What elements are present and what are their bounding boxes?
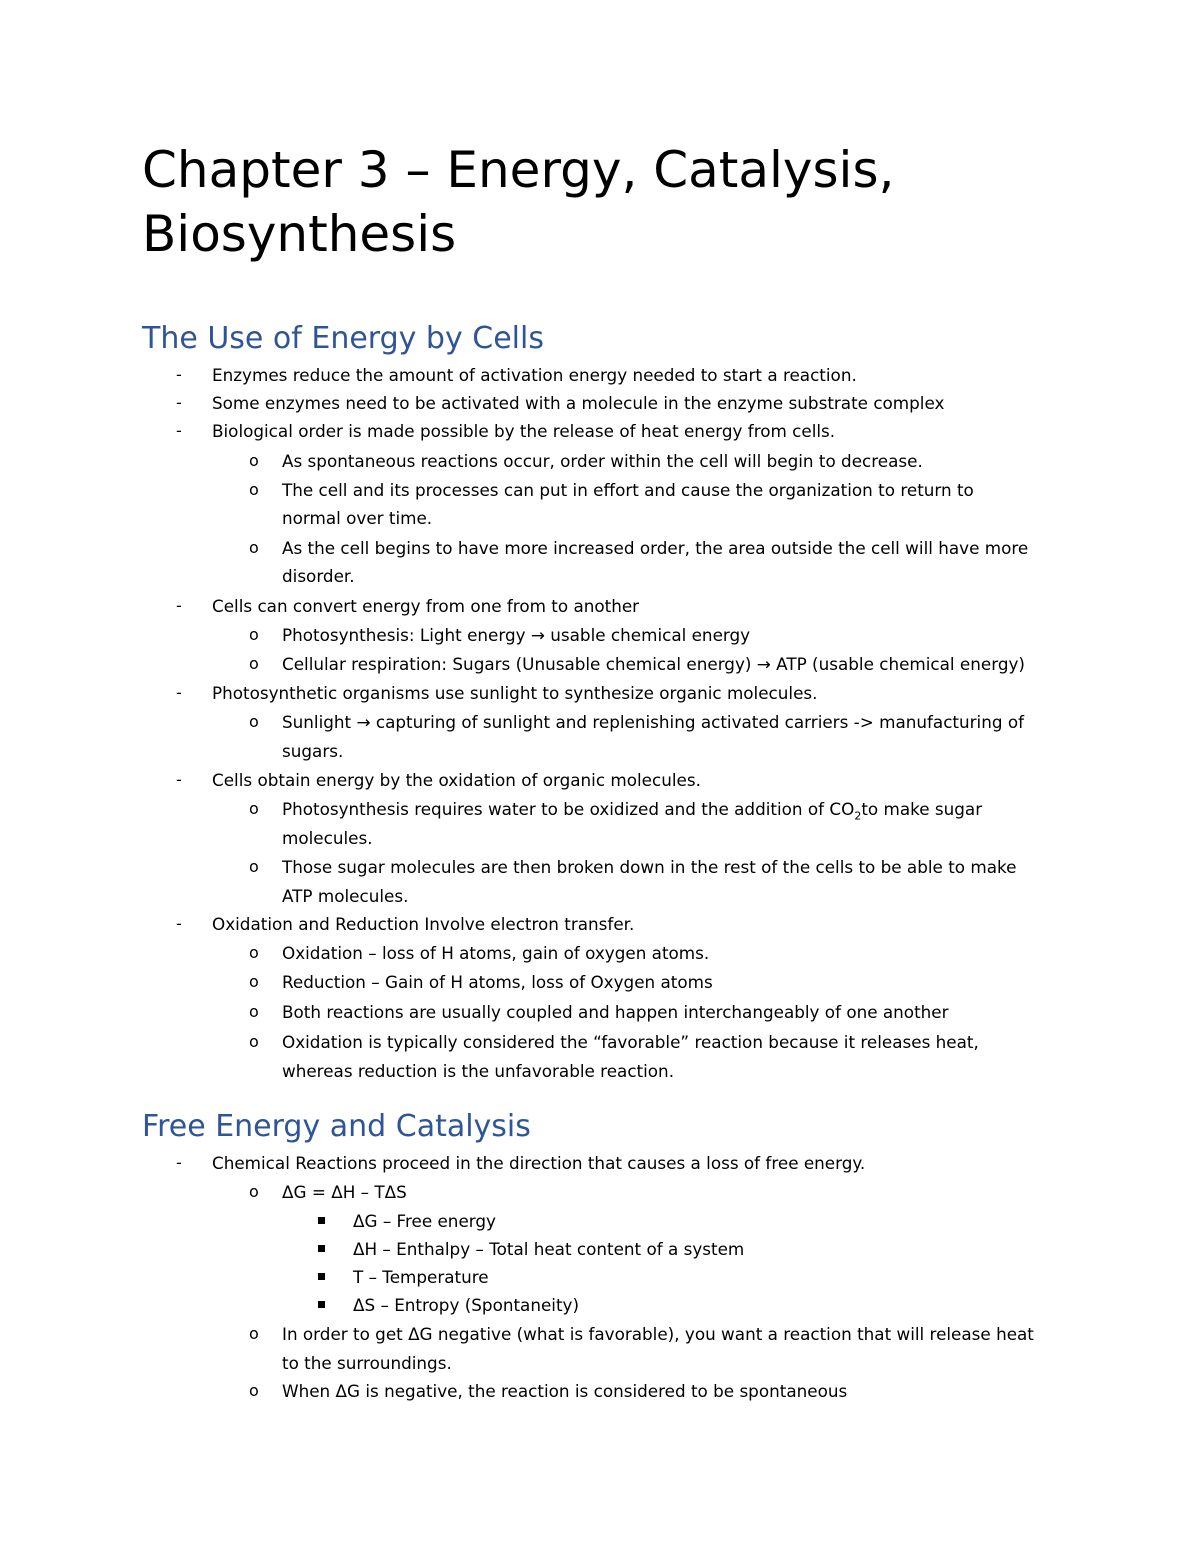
dash-bullet: - (176, 365, 182, 384)
circle-bullet: o (249, 1381, 259, 1400)
section-heading-energy-use: The Use of Energy by Cells (142, 321, 544, 356)
square-bullet (318, 1301, 325, 1308)
list-item: Chemical Reactions proceed in the direction that causes a loss of free energy. (212, 1153, 866, 1173)
list-item: Photosynthesis: Light energy → usable chemical energy (282, 625, 751, 645)
dash-bullet: - (176, 770, 182, 789)
dash-bullet: - (176, 1153, 182, 1172)
list-item: Some enzymes need to be activated with a molecule in the enzyme substrate complex (212, 393, 945, 413)
list-item: ΔS – Entropy (Spontaneity) (353, 1295, 580, 1315)
list-item: ΔG – Free energy (353, 1211, 496, 1231)
dash-bullet: - (176, 596, 182, 615)
circle-bullet: o (249, 451, 259, 470)
list-item: T – Temperature (353, 1267, 489, 1287)
list-item: In order to get ΔG negative (what is favorable), you want a reaction that will release heat (282, 1324, 1034, 1344)
list-item-continuation: normal over time. (282, 508, 433, 528)
section-heading-free-energy: Free Energy and Catalysis (142, 1109, 531, 1144)
circle-bullet: o (249, 1182, 259, 1201)
subscript-2: 2 (854, 809, 862, 823)
list-item-continuation: whereas reduction is the unfavorable reaction. (282, 1061, 675, 1081)
chapter-title: Chapter 3 – Energy, Catalysis, Biosynthesis (142, 141, 895, 263)
circle-bullet: o (249, 625, 259, 644)
list-item: Enzymes reduce the amount of activation energy needed to start a reaction. (212, 365, 857, 385)
list-item: ΔH – Enthalpy – Total heat content of a system (353, 1239, 745, 1259)
list-item-text: to make sugar (861, 799, 983, 819)
circle-bullet: o (249, 972, 259, 991)
list-item: Reduction – Gain of H atoms, loss of Oxygen atoms (282, 972, 713, 992)
circle-bullet: o (249, 857, 259, 876)
list-item: As spontaneous reactions occur, order within the cell will begin to decrease. (282, 451, 923, 471)
circle-bullet: o (249, 943, 259, 962)
circle-bullet: o (249, 799, 259, 818)
circle-bullet: o (249, 712, 259, 731)
circle-bullet: o (249, 1002, 259, 1021)
list-item: Sunlight → capturing of sunlight and replenishing activated carriers -> manufacturing of (282, 712, 1024, 732)
list-item (282, 798, 983, 823)
list-item: Cellular respiration: Sugars (Unusable chemical energy) → ATP (usable chemical energy) (282, 654, 1025, 674)
list-item-continuation: to the surroundings. (282, 1353, 452, 1373)
list-item: As the cell begins to have more increased order, the area outside the cell will have more (282, 538, 1029, 558)
dash-bullet: - (176, 914, 182, 933)
list-item: Biological order is made possible by the release of heat energy from cells. (212, 421, 836, 441)
list-item: Oxidation is typically considered the “favorable” reaction because it releases heat, (282, 1032, 979, 1052)
circle-bullet: o (249, 1032, 259, 1051)
list-item: Oxidation and Reduction Involve electron transfer. (212, 914, 635, 934)
list-item: The cell and its processes can put in effort and cause the organization to return to (282, 480, 974, 500)
dash-bullet: - (176, 421, 182, 440)
list-item-text: Photosynthesis requires water to be oxidized and the addition of CO (282, 799, 855, 819)
list-item: Cells can convert energy from one from to another (212, 596, 640, 616)
dash-bullet: - (176, 393, 182, 412)
list-item: Those sugar molecules are then broken down in the rest of the cells to be able to make (282, 857, 1017, 877)
circle-bullet: o (249, 654, 259, 673)
list-item: Photosynthetic organisms use sunlight to synthesize organic molecules. (212, 683, 818, 703)
circle-bullet: o (249, 480, 259, 499)
square-bullet (318, 1245, 325, 1252)
list-item-continuation: molecules. (282, 828, 373, 848)
circle-bullet: o (249, 1324, 259, 1343)
list-item: Cells obtain energy by the oxidation of organic molecules. (212, 770, 701, 790)
list-item: When ΔG is negative, the reaction is considered to be spontaneous (282, 1381, 848, 1401)
list-item-continuation: disorder. (282, 566, 355, 586)
circle-bullet: o (249, 538, 259, 557)
dash-bullet: - (176, 683, 182, 702)
list-item: Oxidation – loss of H atoms, gain of oxygen atoms. (282, 943, 710, 963)
square-bullet (318, 1217, 325, 1224)
list-item-continuation: sugars. (282, 741, 344, 761)
list-item: Both reactions are usually coupled and happen interchangeably of one another (282, 1002, 949, 1022)
list-item-continuation: ATP molecules. (282, 886, 409, 906)
square-bullet (318, 1273, 325, 1280)
list-item: ΔG = ΔH – TΔS (282, 1182, 407, 1202)
